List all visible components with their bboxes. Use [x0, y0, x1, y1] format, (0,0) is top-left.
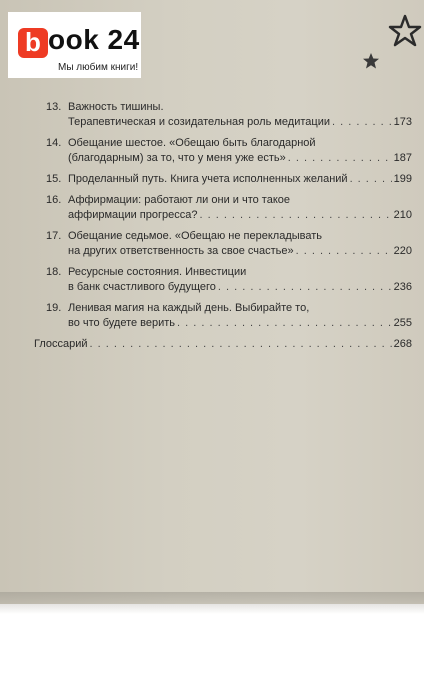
toc-number: 14.	[46, 137, 62, 149]
table-of-contents	[34, 100, 412, 358]
toc-title-line: Проделанный путь. Книга учета исполненных желаний	[68, 173, 348, 185]
toc-page-number: 236	[393, 281, 412, 293]
toc-entry-19[interactable]	[46, 301, 412, 331]
toc-page-number: 187	[393, 152, 412, 164]
toc-title-line: на других ответственность за свое счастье»	[68, 245, 294, 257]
logo-tagline: Мы любим книги!	[58, 62, 139, 73]
toc-number: 18.	[46, 266, 62, 278]
page-edge-shadow	[0, 592, 424, 614]
leader-dots	[350, 172, 392, 187]
logo-name: ook 24	[48, 24, 140, 55]
toc-number: 16.	[46, 194, 62, 206]
toc-title-line: (благодарным) за то, что у меня уже есть»	[68, 152, 286, 164]
toc-title-line: Аффирмации: работают ли они и что такое	[68, 194, 290, 206]
toc-entry-13[interactable]	[46, 100, 412, 130]
toc-title-line: аффирмации прогресса?	[68, 209, 198, 221]
leader-dots	[199, 208, 391, 223]
leader-dots	[90, 337, 392, 352]
toc-entry-15[interactable]	[46, 172, 412, 187]
toc-number: 13.	[46, 101, 62, 113]
toc-entry-17[interactable]	[46, 229, 412, 259]
toc-number: 15.	[46, 173, 62, 185]
toc-number: 19.	[46, 302, 62, 314]
leader-dots	[332, 115, 392, 130]
toc-entry-14[interactable]	[46, 136, 412, 166]
toc-title-line: Ресурсные состояния. Инвестиции	[68, 266, 247, 278]
toc-title-line: в банк счастливого будущего	[68, 281, 216, 293]
toc-entry-glossary[interactable]	[34, 337, 412, 352]
logo-mark: b	[18, 28, 48, 58]
toc-title-line: во что будете верить	[68, 317, 176, 329]
toc-glossary-label: Глоссарий	[34, 338, 88, 350]
toc-page-number: 173	[393, 116, 412, 128]
toc-title-line: Терапевтическая и созидательная роль медитации	[68, 116, 330, 128]
toc-title-line: Важность тишины.	[68, 101, 164, 113]
leader-dots	[218, 280, 392, 295]
toc-page-number: 210	[393, 209, 412, 221]
toc-title-line: Обещание седьмое. «Обещаю не перекладывать	[68, 230, 323, 242]
toc-page-number: 255	[393, 317, 412, 329]
toc-number: 17.	[46, 230, 62, 242]
toc-page-number: 220	[393, 245, 412, 257]
leader-dots	[177, 316, 392, 331]
toc-title-line: Обещание шестое. «Обещаю быть благодарной	[68, 137, 316, 149]
toc-page-number: 199	[393, 173, 412, 185]
leader-dots	[288, 151, 392, 166]
star-outline-icon	[388, 14, 422, 48]
toc-entry-16[interactable]	[46, 193, 412, 223]
toc-title-line: Ленивая магия на каждый день. Выбирайте то,	[68, 302, 310, 314]
toc-entry-18[interactable]	[46, 265, 412, 295]
star-filled-icon	[362, 52, 380, 70]
leader-dots	[296, 244, 392, 259]
toc-page-number: 268	[393, 338, 412, 350]
book24-logo[interactable]	[8, 12, 141, 78]
